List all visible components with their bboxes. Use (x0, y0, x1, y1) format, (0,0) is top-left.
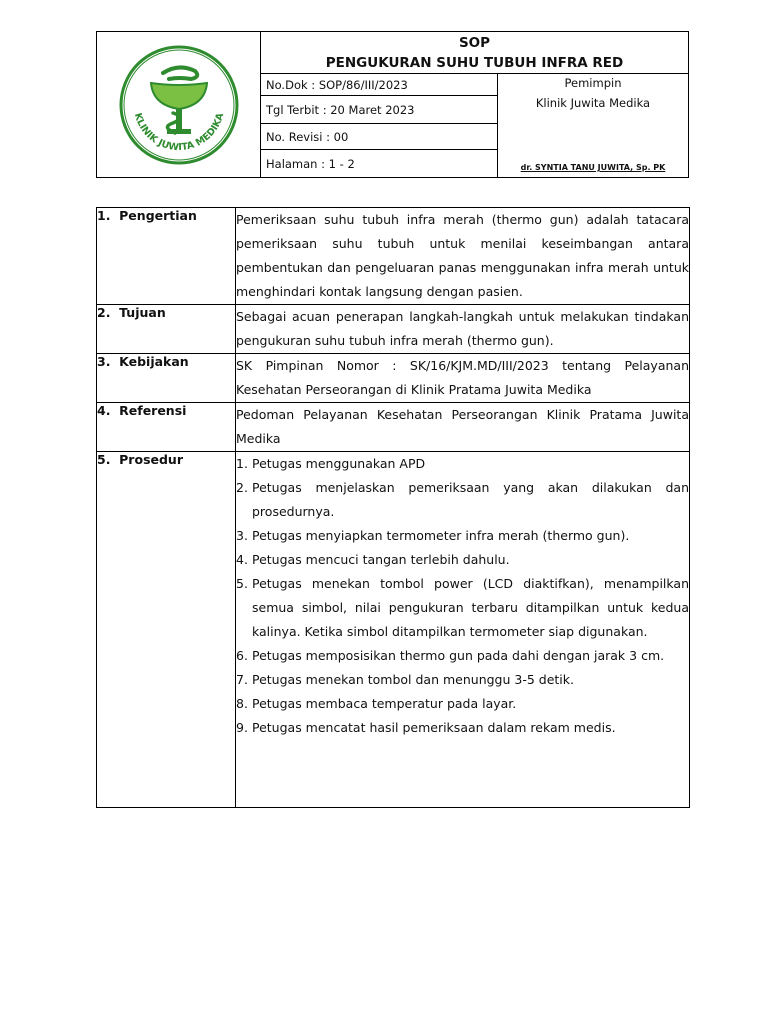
list-item (236, 692, 689, 716)
step-text: Petugas menggunakan APD (252, 456, 426, 471)
section-content (236, 208, 690, 305)
approver-title: Pemimpin (564, 76, 622, 90)
clinic-logo (117, 43, 241, 167)
section-text: Pemeriksaan suhu tubuh infra merah (thermo gun) adalah tatacara pemeriksaan suhu tubuh untuk menilai keseimbangan antara pembentukan dan pengeluaran panas menggunakan infra merah untuk menghindari kontak langsung dengan pasien. (236, 212, 689, 299)
section-label: 2. Tujuan (97, 305, 236, 354)
revision-number: No. Revisi : 00 (261, 124, 497, 150)
step-number: 8. (236, 696, 248, 711)
list-item (236, 716, 689, 740)
approver-org: Klinik Juwita Medika (535, 96, 651, 110)
procedure-content (236, 452, 690, 808)
sop-body-table (96, 207, 690, 808)
sop-header (96, 31, 689, 178)
step-text: Petugas mencatat hasil pemeriksaan dalam rekam medis. (252, 720, 616, 735)
section-content (236, 354, 690, 403)
approver-name: dr. SYNTIA TANU JUWITA, Sp. PK (520, 163, 666, 172)
section-content (236, 403, 690, 452)
section-label: 3. Kebijakan (97, 354, 236, 403)
doc-number: No.Dok : SOP/86/III/2023 (261, 74, 497, 96)
step-number: 6. (236, 648, 248, 663)
list-item (236, 644, 689, 668)
page-title: PENGUKURAN SUHU TUBUH INFRA RED (325, 55, 624, 71)
step-number: 7. (236, 672, 248, 687)
step-text: Petugas menjelaskan pemeriksaan yang akan dilakukan dan prosedurnya. (252, 480, 689, 519)
list-item (236, 572, 689, 644)
step-number: 1. (236, 456, 248, 471)
list-item (236, 476, 689, 524)
section-label: 5. Prosedur (97, 452, 236, 808)
logo-text: KLINIK JUWITA MEDIKA (131, 111, 226, 153)
step-text: Petugas menyiapkan termometer infra merah (thermo gun). (252, 528, 630, 543)
section-content (236, 305, 690, 354)
section-text: Pedoman Pelayanan Kesehatan Perseorangan Klinik Pratama Juwita Medika (236, 407, 689, 446)
procedure-list (236, 452, 689, 740)
issue-date: Tgl Terbit : 20 Maret 2023 (261, 96, 497, 124)
section-row (97, 208, 690, 305)
list-item (236, 524, 689, 548)
page-range: Halaman : 1 - 2 (266, 157, 355, 171)
list-item (236, 548, 689, 572)
section-text: SK Pimpinan Nomor : SK/16/KJM.MD/III/2023 tentang Pelayanan Kesehatan Perseorangan di Klinik Pratama Juwita Medika (236, 358, 689, 397)
step-text: Petugas menekan tombol power (LCD diaktifkan), menampilkan semua simbol, nilai pengukuran terbaru ditampilkan untuk kedua kalinya. Ketika simbol ditampilkan termometer siap digunakan. (252, 576, 689, 639)
section-label: 4. Referensi (97, 403, 236, 452)
step-number: 3. (236, 528, 248, 543)
section-row (97, 354, 690, 403)
approval-block (498, 74, 688, 177)
section-row (97, 403, 690, 452)
list-item (236, 668, 689, 692)
step-number: 2. (236, 480, 248, 495)
doc-meta (261, 74, 498, 177)
section-text: Sebagai acuan penerapan langkah-langkah untuk melakukan tindakan pengukuran suhu tubuh infra merah (thermo gun). (236, 309, 689, 348)
step-number: 5. (236, 576, 248, 591)
logo-cell (97, 32, 261, 177)
step-number: 4. (236, 552, 248, 567)
section-row (97, 305, 690, 354)
section-row (97, 452, 690, 808)
doc-type: SOP (458, 35, 491, 51)
section-label: 1. Pengertian (97, 208, 236, 305)
step-text: Petugas memposisikan thermo gun pada dahi dengan jarak 3 cm. (252, 648, 665, 663)
step-text: Petugas menekan tombol dan menunggu 3-5 detik. (252, 672, 574, 687)
step-text: Petugas membaca temperatur pada layar. (252, 696, 517, 711)
step-number: 9. (236, 720, 248, 735)
step-text: Petugas mencuci tangan terlebih dahulu. (252, 552, 510, 567)
title-block (261, 32, 688, 74)
list-item (236, 452, 689, 476)
